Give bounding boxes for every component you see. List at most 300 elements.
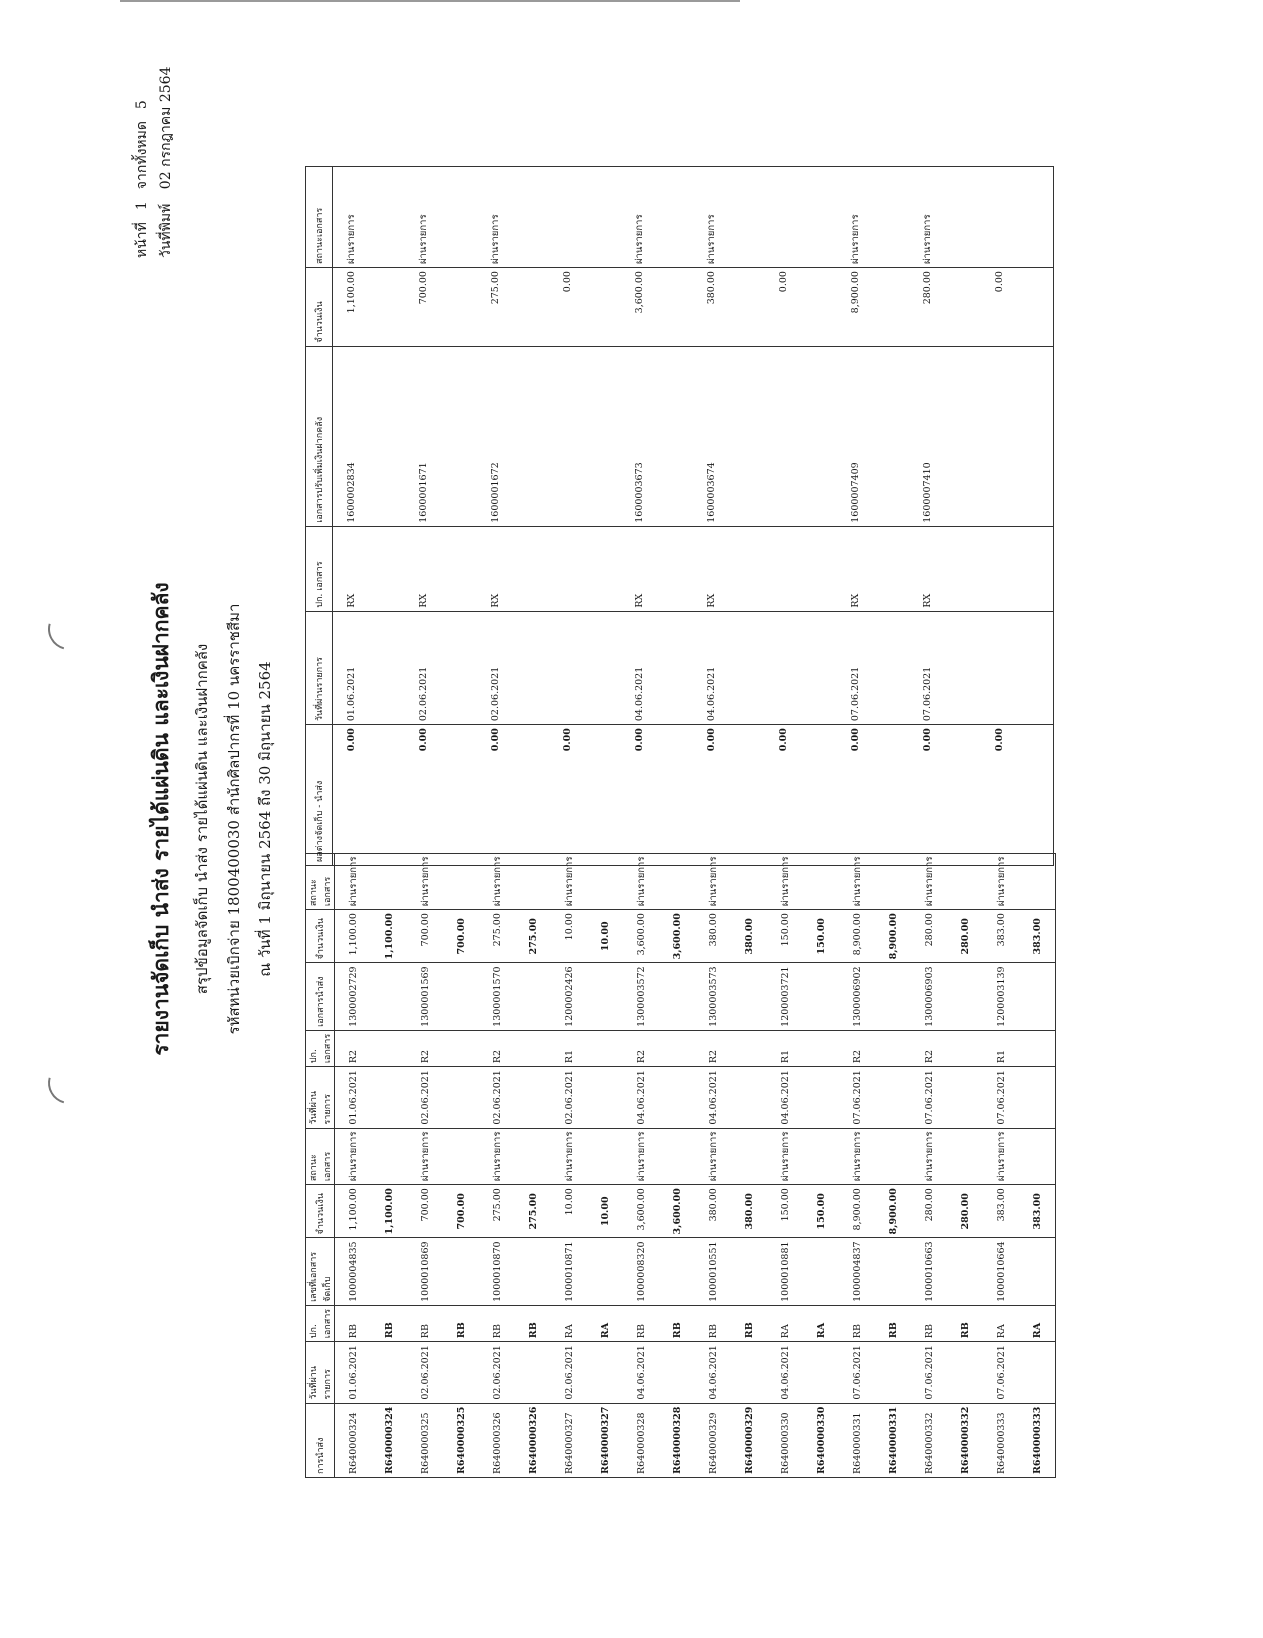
blank-cell [731, 1342, 767, 1403]
cell-t2: R2 [911, 1030, 947, 1066]
cell-d1: 04.06.2021 [695, 1342, 731, 1403]
cell-adoc: 1600007410 [909, 346, 945, 526]
blank-cell [371, 1342, 407, 1403]
cell-diff: 0.00 [477, 725, 513, 866]
subtotal-row [659, 853, 695, 1477]
column-header: ปก. เอกสาร [306, 1030, 335, 1066]
subtotal-type: RA [803, 1305, 839, 1341]
cell-t1: RB [695, 1305, 731, 1341]
cell-d3: 07.06.2021 [909, 611, 945, 724]
blank-cell [443, 1067, 479, 1128]
cell-st: ผ่านรายการ [551, 1128, 587, 1185]
cell-aamt: 700.00 [405, 268, 441, 347]
blank-cell [659, 1067, 695, 1128]
blank-cell [513, 725, 549, 866]
cell-id: R640000325 [407, 1403, 443, 1477]
cell-sst: ผ่านรายการ [695, 853, 731, 910]
spacer-row [657, 167, 693, 866]
column-header: เอกสารนำส่ง [306, 963, 335, 1030]
subtotal-id: R640000324 [371, 1403, 407, 1477]
blank-cell [513, 611, 549, 724]
cell-sdoc: 1300006902 [839, 963, 875, 1030]
blank-cell [875, 963, 911, 1030]
cell-ast: ผ่านรายการ [909, 167, 945, 268]
blank-cell [731, 1238, 767, 1305]
table-row [549, 167, 585, 866]
cell-doc: 1000008320 [623, 1238, 659, 1305]
blank-cell [657, 167, 693, 268]
blank-cell [657, 725, 693, 866]
cell-t1: RB [407, 1305, 443, 1341]
subtotal-row [875, 853, 911, 1477]
blank-cell [587, 1342, 623, 1403]
cell-t3: RX [621, 526, 657, 611]
table-row [767, 853, 803, 1477]
blank-cell [729, 346, 765, 526]
blank-cell [659, 1030, 695, 1066]
blank-cell [369, 725, 405, 866]
cell-t2: R2 [623, 1030, 659, 1066]
subtotal-remit-amount: 150.00 [803, 910, 839, 963]
subtotal-amount: 275.00 [515, 1185, 551, 1238]
subtotal-row [1019, 853, 1056, 1477]
column-header: จำนวนเงิน [306, 1185, 335, 1238]
cell-samt: 380.00 [695, 910, 731, 963]
cell-diff: 0.00 [981, 725, 1017, 866]
blank-cell [1019, 1128, 1056, 1185]
cell-d2: 04.06.2021 [695, 1067, 731, 1128]
cell-doc: 1000010870 [479, 1238, 515, 1305]
blank-cell [371, 1067, 407, 1128]
cell-amt: 10.00 [551, 1185, 587, 1238]
column-header: การนำส่ง [306, 1403, 335, 1477]
cell-diff: 0.00 [837, 725, 873, 866]
blank-cell [729, 725, 765, 866]
blank-cell [729, 167, 765, 268]
blank-cell [803, 1128, 839, 1185]
cell-t2: R1 [767, 1030, 803, 1066]
total-pages: 5 [134, 100, 150, 110]
cell-doc: 1000004835 [335, 1238, 372, 1305]
blank-cell [803, 1342, 839, 1403]
blank-cell [731, 1030, 767, 1066]
subtotal-id: R640000325 [443, 1403, 479, 1477]
cell-id: R640000326 [479, 1403, 515, 1477]
cell-samt: 280.00 [911, 910, 947, 963]
cell-t1: RB [839, 1305, 875, 1341]
cell-d3: 07.06.2021 [837, 611, 873, 724]
blank-cell [441, 268, 477, 347]
subtotal-id: R640000329 [731, 1403, 767, 1477]
cell-diff: 0.00 [549, 725, 585, 866]
cell-sst: ผ่านรายการ [551, 853, 587, 910]
print-date: 02 กรกฎาคม 2564 [158, 66, 174, 190]
subtotal-row [443, 853, 479, 1477]
cell-d1: 02.06.2021 [551, 1342, 587, 1403]
blank-cell [369, 611, 405, 724]
blank-cell [875, 1067, 911, 1128]
cell-ast: ผ่านรายการ [621, 167, 657, 268]
cell-amt: 1,100.00 [335, 1185, 372, 1238]
cell-t1: RA [767, 1305, 803, 1341]
subtotal-id: R640000328 [659, 1403, 695, 1477]
cell-t3: RX [837, 526, 873, 611]
table-row [837, 167, 873, 866]
subtotal-amount: 10.00 [587, 1185, 623, 1238]
blank-cell [515, 963, 551, 1030]
column-header: ปก. เอกสาร [306, 526, 333, 611]
cell-samt: 10.00 [551, 910, 587, 963]
cell-sst: ผ่านรายการ [911, 853, 947, 910]
subtotal-amount: 383.00 [1019, 1185, 1056, 1238]
cell-diff: 0.00 [405, 725, 441, 866]
blank-cell [873, 346, 909, 526]
subtotal-remit-amount: 1,100.00 [371, 910, 407, 963]
cell-sdoc: 1200002426 [551, 963, 587, 1030]
cell-diff: 0.00 [909, 725, 945, 866]
blank-cell [371, 963, 407, 1030]
cell-doc: 1000010663 [911, 1238, 947, 1305]
blank-cell [443, 1030, 479, 1066]
cell-id: R640000329 [695, 1403, 731, 1477]
cell-ast: ผ่านรายการ [333, 167, 370, 268]
table-row [479, 853, 515, 1477]
subtotal-amount: 280.00 [947, 1185, 983, 1238]
cell-diff: 0.00 [693, 725, 729, 866]
blank-cell [1019, 1342, 1056, 1403]
cell-aamt: 3,600.00 [621, 268, 657, 347]
cell-amt: 8,900.00 [839, 1185, 875, 1238]
page-number: 1 [134, 201, 150, 211]
blank-cell [1019, 963, 1056, 1030]
cell-sst: ผ่านรายการ [407, 853, 443, 910]
cell-sdoc: 1300003572 [623, 963, 659, 1030]
blank-cell [657, 611, 693, 724]
cell-adoc: 1600001671 [405, 346, 441, 526]
cell-sdoc: 1200003139 [983, 963, 1019, 1030]
cell-d2: 02.06.2021 [551, 1067, 587, 1128]
cell-diff: 0.00 [621, 725, 657, 866]
cell-sst: ผ่านรายการ [983, 853, 1019, 910]
subtotal-row [947, 853, 983, 1477]
cell-t3 [981, 526, 1017, 611]
cell-d1: 01.06.2021 [335, 1342, 372, 1403]
blank-cell [801, 167, 837, 268]
table-row [551, 853, 587, 1477]
cell-id: R640000332 [911, 1403, 947, 1477]
blank-cell [587, 1238, 623, 1305]
subtotal-amount: 150.00 [803, 1185, 839, 1238]
subtotal-type: RB [515, 1305, 551, 1341]
cell-d2: 04.06.2021 [767, 1067, 803, 1128]
blank-cell [875, 1030, 911, 1066]
cell-d3: 01.06.2021 [333, 611, 370, 724]
blank-cell [1017, 611, 1054, 724]
cell-d2: 07.06.2021 [839, 1067, 875, 1128]
cell-t2: R2 [695, 1030, 731, 1066]
blank-cell [585, 346, 621, 526]
subtotal-type: RB [371, 1305, 407, 1341]
blank-cell [873, 268, 909, 347]
blank-cell [587, 1067, 623, 1128]
blank-cell [729, 526, 765, 611]
blank-cell [947, 1030, 983, 1066]
cell-t1: RA [983, 1305, 1019, 1341]
blank-cell [731, 963, 767, 1030]
cell-sst: ผ่านรายการ [767, 853, 803, 910]
cell-d1: 02.06.2021 [407, 1342, 443, 1403]
cell-d3 [765, 611, 801, 724]
cell-t1: RB [335, 1305, 372, 1341]
subtotal-type: RB [443, 1305, 479, 1341]
spacer-row [585, 167, 621, 866]
column-header: เอกสารปรับเพิ่มเงินฝากคลัง [306, 346, 333, 526]
subtotal-amount: 3,600.00 [659, 1185, 695, 1238]
blank-cell [659, 1342, 695, 1403]
cell-t3 [549, 526, 585, 611]
cell-id: R640000331 [839, 1403, 875, 1477]
spacer-row [1017, 167, 1054, 866]
blank-cell [945, 526, 981, 611]
page-info [130, 67, 178, 258]
blank-cell [371, 1030, 407, 1066]
subtotal-remit-amount: 8,900.00 [875, 910, 911, 963]
cell-aamt: 275.00 [477, 268, 513, 347]
spacer-row [873, 167, 909, 866]
subtotal-amount: 380.00 [731, 1185, 767, 1238]
subtotal-row [587, 853, 623, 1477]
blank-cell [515, 1128, 551, 1185]
cell-sdoc: 1300006903 [911, 963, 947, 1030]
table-row [405, 167, 441, 866]
cell-st: ผ่านรายการ [407, 1128, 443, 1185]
cell-doc: 1000010664 [983, 1238, 1019, 1305]
cell-ast [765, 167, 801, 268]
blank-cell [1017, 526, 1054, 611]
cell-st: ผ่านรายการ [695, 1128, 731, 1185]
column-header: วันที่ผ่านรายการ [306, 611, 333, 724]
subtotal-id: R640000333 [1019, 1403, 1056, 1477]
cell-samt: 3,600.00 [623, 910, 659, 963]
blank-cell [513, 167, 549, 268]
cell-d1: 07.06.2021 [983, 1342, 1019, 1403]
blank-cell [585, 725, 621, 866]
blank-cell [369, 167, 405, 268]
cell-adoc: 1600002834 [333, 346, 370, 526]
subtotal-type: RB [875, 1305, 911, 1341]
cell-sdoc: 1300002729 [335, 963, 372, 1030]
cell-sst: ผ่านรายการ [335, 853, 372, 910]
total-label: จากทั้งหมด [134, 121, 150, 190]
cell-d2: 02.06.2021 [479, 1067, 515, 1128]
blank-cell [803, 963, 839, 1030]
blank-cell [659, 1238, 695, 1305]
cell-ast: ผ่านรายการ [837, 167, 873, 268]
subtotal-id: R640000332 [947, 1403, 983, 1477]
cell-d2: 02.06.2021 [407, 1067, 443, 1128]
blank-cell [729, 611, 765, 724]
blank-cell [945, 725, 981, 866]
cell-t2: R2 [407, 1030, 443, 1066]
blank-cell [515, 1067, 551, 1128]
cell-d3: 04.06.2021 [621, 611, 657, 724]
cell-samt: 700.00 [407, 910, 443, 963]
subtotal-type: RB [659, 1305, 695, 1341]
page-label: หน้าที่ [134, 222, 150, 258]
column-header: สถานะเอกสาร [306, 1128, 335, 1185]
subtotal-amount: 8,900.00 [875, 1185, 911, 1238]
blank-cell [585, 526, 621, 611]
report-subtitle: สรุปข้อมูลจัดเก็บ นำส่ง รายได้แผ่นดิน และเงินฝากคลัง [193, 643, 211, 995]
blank-cell [1017, 268, 1054, 347]
spacer-row [945, 167, 981, 866]
cell-d3 [549, 611, 585, 724]
blank-cell [873, 611, 909, 724]
cell-amt: 150.00 [767, 1185, 803, 1238]
subtotal-remit-amount: 3,600.00 [659, 910, 695, 963]
subtotal-id: R640000330 [803, 1403, 839, 1477]
cell-d3: 02.06.2021 [405, 611, 441, 724]
blank-cell [947, 1128, 983, 1185]
blank-cell [731, 1067, 767, 1128]
cell-aamt: 0.00 [981, 268, 1017, 347]
blank-cell [801, 526, 837, 611]
blank-cell [659, 963, 695, 1030]
cell-samt: 1,100.00 [335, 910, 372, 963]
subtotal-row [371, 853, 407, 1477]
blank-cell [947, 1238, 983, 1305]
blank-cell [947, 1067, 983, 1128]
collection-table-header [306, 853, 335, 1477]
column-header: สถานะเอกสาร [306, 853, 335, 910]
cell-id: R640000327 [551, 1403, 587, 1477]
cell-amt: 700.00 [407, 1185, 443, 1238]
cell-amt: 280.00 [911, 1185, 947, 1238]
blank-cell [731, 1128, 767, 1185]
cell-adoc [765, 346, 801, 526]
subtotal-id: R640000327 [587, 1403, 623, 1477]
cell-d1: 04.06.2021 [623, 1342, 659, 1403]
blank-cell [513, 268, 549, 347]
table-row [911, 853, 947, 1477]
blank-cell [513, 526, 549, 611]
column-header: ปก. เอกสาร [306, 1305, 335, 1341]
table-row [695, 853, 731, 1477]
blank-cell [873, 725, 909, 866]
blank-cell [873, 167, 909, 268]
subtotal-row [515, 853, 551, 1477]
cell-st: ผ่านรายการ [839, 1128, 875, 1185]
table-row [983, 853, 1019, 1477]
blank-cell [585, 167, 621, 268]
blank-cell [803, 1067, 839, 1128]
blank-cell [441, 611, 477, 724]
subtotal-remit-amount: 700.00 [443, 910, 479, 963]
subtotal-type: RB [947, 1305, 983, 1341]
blank-cell [657, 346, 693, 526]
cell-diff: 0.00 [333, 725, 370, 866]
cell-ast [549, 167, 585, 268]
blank-cell [1019, 1030, 1056, 1066]
blank-cell [515, 1238, 551, 1305]
cell-d2: 07.06.2021 [911, 1067, 947, 1128]
blank-cell [803, 1030, 839, 1066]
cell-samt: 275.00 [479, 910, 515, 963]
cell-t3: RX [405, 526, 441, 611]
blank-cell [657, 268, 693, 347]
blank-cell [801, 346, 837, 526]
blank-cell [369, 346, 405, 526]
cell-sdoc: 1300003573 [695, 963, 731, 1030]
cell-aamt: 0.00 [765, 268, 801, 347]
cell-sdoc: 1200003721 [767, 963, 803, 1030]
blank-cell [1019, 1238, 1056, 1305]
blank-cell [1019, 1067, 1056, 1128]
cell-aamt: 0.00 [549, 268, 585, 347]
cell-d2: 04.06.2021 [623, 1067, 659, 1128]
cell-doc: 1000010871 [551, 1238, 587, 1305]
table-row [335, 853, 372, 1477]
column-header: เลขที่เอกสารจัดเก็บ [306, 1238, 335, 1305]
blank-cell [441, 346, 477, 526]
cell-d1: 04.06.2021 [767, 1342, 803, 1403]
blank-cell [585, 611, 621, 724]
blank-cell [441, 725, 477, 866]
cell-samt: 8,900.00 [839, 910, 875, 963]
cell-id: R640000324 [335, 1403, 372, 1477]
cell-t3: RX [333, 526, 370, 611]
blank-cell [585, 268, 621, 347]
table-row [765, 167, 801, 866]
table-row [477, 167, 513, 866]
cell-doc: 1000010881 [767, 1238, 803, 1305]
blank-cell [515, 1342, 551, 1403]
cell-ast [981, 167, 1017, 268]
cell-sdoc: 1300001570 [479, 963, 515, 1030]
subtotal-remit-amount: 280.00 [947, 910, 983, 963]
cell-aamt: 8,900.00 [837, 268, 873, 347]
subtotal-remit-amount: 10.00 [587, 910, 623, 963]
blank-cell [947, 963, 983, 1030]
cell-st: ผ่านรายการ [479, 1128, 515, 1185]
cell-d1: 07.06.2021 [911, 1342, 947, 1403]
cell-doc: 1000010551 [695, 1238, 731, 1305]
subtotal-amount: 700.00 [443, 1185, 479, 1238]
blank-cell [875, 1342, 911, 1403]
cell-t1: RB [911, 1305, 947, 1341]
cell-adoc [549, 346, 585, 526]
spacer-row [369, 167, 405, 866]
cell-d3: 02.06.2021 [477, 611, 513, 724]
cell-d3: 04.06.2021 [693, 611, 729, 724]
cell-ast: ผ่านรายการ [693, 167, 729, 268]
subtotal-row [803, 853, 839, 1477]
cell-sdoc: 1300001569 [407, 963, 443, 1030]
cell-amt: 380.00 [695, 1185, 731, 1238]
subtotal-type: RA [587, 1305, 623, 1341]
column-header: ผลต่างจัดเก็บ - นำส่ง [306, 725, 333, 866]
blank-cell [443, 1342, 479, 1403]
spacer-row [513, 167, 549, 866]
cell-id: R640000330 [767, 1403, 803, 1477]
report-title: รายงานจัดเก็บ นำส่ง รายได้แผ่นดิน และเงินฝากคลัง [148, 582, 173, 1056]
cell-aamt: 280.00 [909, 268, 945, 347]
cell-t1: RA [551, 1305, 587, 1341]
collection-table [305, 853, 1056, 1478]
cell-sst: ผ่านรายการ [839, 853, 875, 910]
cell-t2: R1 [983, 1030, 1019, 1066]
blank-cell [443, 1128, 479, 1185]
